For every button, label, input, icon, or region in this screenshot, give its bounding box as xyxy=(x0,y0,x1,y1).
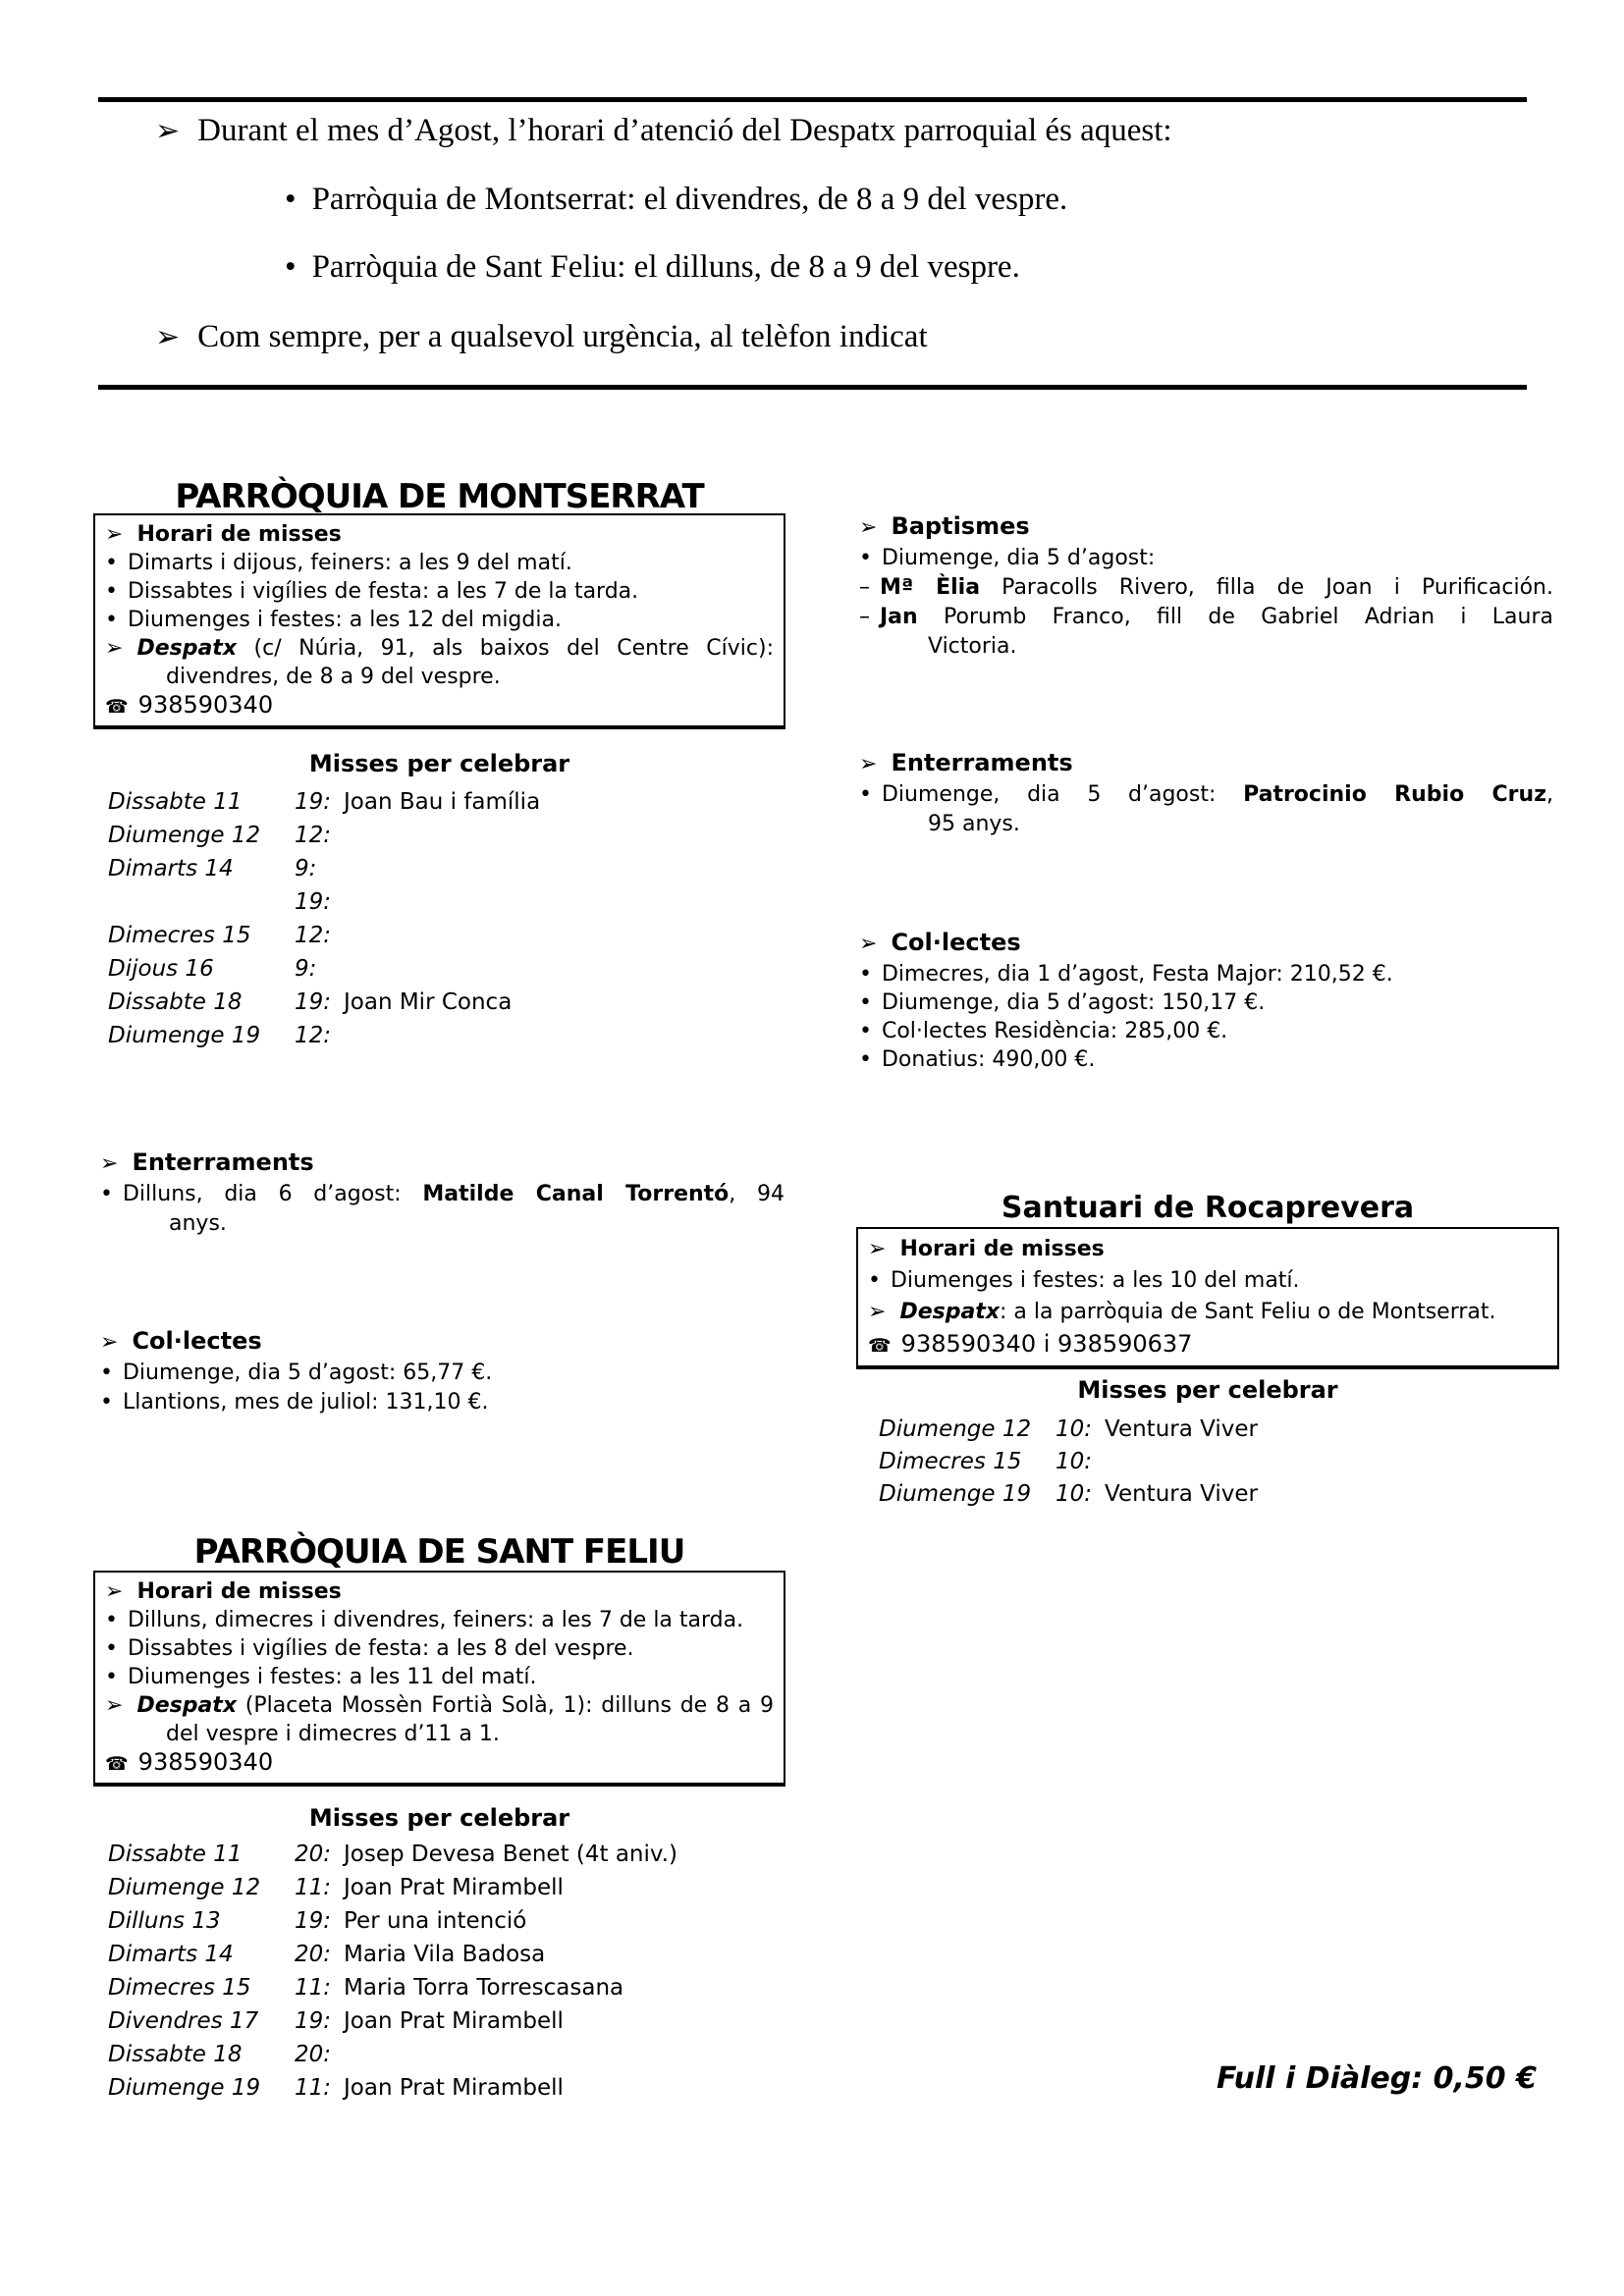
montserrat-enterraments-entry xyxy=(100,1180,785,1239)
mass-row xyxy=(108,919,540,952)
phone-number: 938590340 xyxy=(137,691,274,719)
mass-row xyxy=(108,2004,677,2038)
schedule-item: • Dissabtes i vigílies de festa: a les 8 del vespre. xyxy=(105,1636,634,1661)
mass-day: Diumenge 12 xyxy=(108,1875,261,1900)
arrow-icon: ➢ xyxy=(105,1579,124,1604)
collecta-item: • Diumenge, dia 5 d’agost: 65,77 €. xyxy=(100,1361,493,1385)
bullet-icon: • xyxy=(105,608,118,632)
mass-day: Dimecres 15 xyxy=(108,1975,251,2001)
mass-row xyxy=(108,2071,677,2105)
mass-day: Diumenge 19 xyxy=(108,1023,261,1048)
mass-time: 10: xyxy=(1056,1481,1093,1507)
schedule-item: • Diumenges i festes: a les 12 del migdia. xyxy=(105,608,562,632)
mass-time: 9: xyxy=(295,956,317,982)
dash-icon: – xyxy=(859,605,870,629)
mass-time: 19: xyxy=(295,989,332,1015)
arrow-icon: ➢ xyxy=(105,636,124,661)
phone-icon: ☎ xyxy=(105,696,129,718)
mass-row xyxy=(108,1838,677,1871)
mass-day: Dimecres 15 xyxy=(879,1449,1022,1474)
schedule-item: • Dimarts i dijous, feiners: a les 9 del matí. xyxy=(105,551,572,575)
schedule-item: • Diumenges i festes: a les 10 del matí. xyxy=(868,1268,1300,1293)
dash-icon: – xyxy=(859,575,870,600)
despatx-line-2: del vespre i dimecres d’11 a 1. xyxy=(166,1722,500,1746)
arrow-icon: ➢ xyxy=(105,522,124,547)
arrow-icon: ➢ xyxy=(100,1151,119,1176)
deceased-name: Patrocinio Rubio Cruz xyxy=(1243,782,1546,807)
bullet-icon: • xyxy=(100,1182,113,1206)
phone-number: 938590340 xyxy=(137,1748,274,1776)
mass-time: 9: xyxy=(295,856,317,881)
mass-time: 12: xyxy=(295,1023,332,1048)
mass-day: Dimecres 15 xyxy=(108,923,251,948)
rocaprevera-schedule-box xyxy=(856,1227,1559,1369)
santfeliu-masses-heading: Misses per celebrar xyxy=(308,1804,570,1832)
rocaprevera-masses-table xyxy=(879,1414,1258,1511)
notice-text-1: Durant el mes d’Agost, l’horari d’atenció del Despatx parroquial és aquest: xyxy=(197,113,1172,148)
mass-time: 12: xyxy=(295,823,332,848)
mass-row xyxy=(108,1871,677,1904)
mass-time: 10: xyxy=(1056,1416,1093,1442)
mass-time: 19: xyxy=(295,889,332,915)
arrow-icon: ➢ xyxy=(105,1693,124,1718)
mass-day: Dimarts 14 xyxy=(108,1942,234,1967)
mass-row xyxy=(108,785,540,819)
right-enterraments-heading: ➢ Enterraments xyxy=(859,749,1073,776)
mass-day: Diumenge 19 xyxy=(108,2075,261,2101)
bullet-icon: • xyxy=(859,782,872,807)
montserrat-title: PARRÒQUIA DE MONTSERRAT xyxy=(175,477,704,516)
mass-row xyxy=(108,1904,677,1938)
despatx-label: Despatx xyxy=(136,1693,238,1718)
arrow-icon: ➢ xyxy=(155,321,181,353)
notice-line-2 xyxy=(155,317,928,357)
mass-intention: Joan Prat Mirambell xyxy=(344,1875,564,1900)
bullet-icon: • xyxy=(105,1636,118,1661)
mass-day: Dissabte 18 xyxy=(108,989,243,1015)
mass-time: 19: xyxy=(295,789,332,815)
phone-line xyxy=(105,691,774,721)
bullet-icon: • xyxy=(859,1047,872,1072)
santfeliu-schedule-box xyxy=(93,1571,785,1787)
baptism-entry-continuation: Victoria. xyxy=(928,634,1017,659)
deceased-name: Matilde Canal Torrentó xyxy=(422,1182,730,1206)
baptismes-intro: • Diumenge, dia 5 d’agost: xyxy=(859,546,1156,570)
mass-intention: Ventura Viver xyxy=(1105,1481,1258,1507)
mass-day: Dimarts 14 xyxy=(108,856,234,881)
arrow-icon: ➢ xyxy=(868,1300,887,1324)
enterrament-line-1: • Dilluns, dia 6 d’agost: Matilde Canal Torrentó, 94 xyxy=(100,1182,785,1206)
baptism-entry: – Jan Porumb Franco, fill de Gabriel Adrian i Laura xyxy=(859,605,1553,629)
enterrament-line-2: anys. xyxy=(169,1211,227,1236)
schedule-item: • Diumenges i festes: a les 11 del matí. xyxy=(105,1665,537,1689)
mass-time: 10: xyxy=(1056,1449,1093,1474)
bullet-icon: • xyxy=(859,990,872,1015)
mass-day: Dissabte 11 xyxy=(108,1842,243,1867)
enterrament-line-2: 95 anys. xyxy=(928,812,1020,836)
santfeliu-masses-table xyxy=(108,1838,677,2105)
bullet-icon: • xyxy=(105,551,118,575)
bottom-rule xyxy=(98,385,1527,390)
right-collectes-heading: ➢ Col·lectes xyxy=(859,929,1021,956)
footer-price: Full i Diàleg: 0,50 € xyxy=(1216,2061,1537,2096)
despatx-label: Despatx xyxy=(899,1300,1001,1324)
mass-day: Diumenge 12 xyxy=(879,1416,1032,1442)
baptismes-list xyxy=(859,544,1553,662)
schedule-heading: ➢ Horari de misses xyxy=(105,1579,342,1604)
arrow-icon: ➢ xyxy=(859,932,878,956)
collecta-item: • Diumenge, dia 5 d’agost: 150,17 €. xyxy=(859,990,1266,1015)
collecta-item: • Llantions, mes de juliol: 131,10 €. xyxy=(100,1390,489,1415)
despatx-label: Despatx xyxy=(136,636,238,661)
mass-row xyxy=(108,819,540,852)
bullet-icon: • xyxy=(285,249,297,285)
mass-row xyxy=(879,1414,1258,1446)
notice-item-montserrat xyxy=(285,180,1067,219)
mass-intention: Maria Torra Torrescasana xyxy=(344,1975,624,2001)
baptism-entry: – Mª Èlia Paracolls Rivero, filla de Joan i Purificación. xyxy=(859,575,1553,600)
mass-row xyxy=(108,852,540,885)
right-collectes-list xyxy=(859,960,1393,1074)
collecta-item: • Col·lectes Residència: 285,00 €. xyxy=(859,1019,1228,1043)
rocaprevera-masses-heading: Misses per celebrar xyxy=(1077,1376,1338,1404)
arrow-icon: ➢ xyxy=(868,1237,887,1261)
mass-intention: Ventura Viver xyxy=(1105,1416,1258,1442)
mass-time: 11: xyxy=(295,2075,332,2101)
baptized-name: Jan xyxy=(880,605,918,629)
bullet-icon: • xyxy=(105,579,118,604)
mass-time: 20: xyxy=(295,1842,332,1867)
mass-day: Dilluns 13 xyxy=(108,1908,221,1934)
arrow-icon: ➢ xyxy=(155,115,181,147)
collecta-item: • Dimecres, dia 1 d’agost, Festa Major: 210,52 €. xyxy=(859,962,1393,987)
notice-item-text: Parròquia de Sant Feliu: el dilluns, de 8 a 9 del vespre. xyxy=(311,249,1020,285)
mass-row xyxy=(108,2038,677,2071)
montserrat-masses-heading: Misses per celebrar xyxy=(308,750,570,777)
mass-intention: Maria Vila Badosa xyxy=(344,1942,546,1967)
mass-day: Divendres 17 xyxy=(108,2008,259,2034)
rocaprevera-title: Santuari de Rocaprevera xyxy=(1001,1191,1415,1225)
phone-number: 938590340 i 938590637 xyxy=(900,1330,1193,1358)
mass-day xyxy=(108,885,295,919)
montserrat-masses-table xyxy=(108,785,540,1052)
mass-time: 20: xyxy=(295,1942,332,1967)
phone-line xyxy=(105,1748,774,1779)
schedule-item: • Dilluns, dimecres i divendres, feiners: a les 7 de la tarda. xyxy=(105,1608,744,1632)
bullet-icon: • xyxy=(868,1268,881,1293)
baptized-name: Mª Èlia xyxy=(880,575,981,600)
arrow-icon: ➢ xyxy=(859,752,878,776)
despatx-line: ➢ Despatx: a la parròquia de Sant Feliu o de Montserrat. xyxy=(868,1297,1547,1328)
mass-row xyxy=(108,952,540,986)
montserrat-collectes-list xyxy=(100,1359,492,1417)
notice-item-santfeliu xyxy=(285,247,1020,287)
montserrat-collectes-heading: ➢ Col·lectes xyxy=(100,1327,262,1355)
mass-day: Diumenge 12 xyxy=(108,823,261,848)
mass-day: Dijous 16 xyxy=(108,956,214,982)
notice-line-1 xyxy=(155,111,1172,151)
mass-intention: Joan Mir Conca xyxy=(344,989,513,1015)
santfeliu-title: PARRÒQUIA DE SANT FELIU xyxy=(193,1532,685,1572)
mass-row xyxy=(108,1019,540,1052)
despatx-line-2: divendres, de 8 a 9 del vespre. xyxy=(166,665,501,689)
bullet-icon: • xyxy=(859,1019,872,1043)
mass-row xyxy=(108,885,540,919)
mass-intention: Joan Prat Mirambell xyxy=(344,2008,564,2034)
phone-icon: ☎ xyxy=(868,1335,892,1357)
mass-intention: Per una intenció xyxy=(344,1908,527,1934)
mass-time: 20: xyxy=(295,2042,332,2067)
notice-item-text: Parròquia de Montserrat: el divendres, de 8 a 9 del vespre. xyxy=(311,182,1068,217)
phone-line xyxy=(868,1328,1547,1362)
bullet-icon: • xyxy=(859,962,872,987)
mass-time: 19: xyxy=(295,1908,332,1934)
mass-time: 11: xyxy=(295,1875,332,1900)
arrow-icon: ➢ xyxy=(100,1330,119,1355)
mass-row xyxy=(879,1446,1258,1478)
schedule-heading: ➢ Horari de misses xyxy=(868,1234,1547,1265)
enterrament-line-1: • Diumenge, dia 5 d’agost: Patrocinio Rubio Cruz, xyxy=(859,782,1553,807)
bullet-icon: • xyxy=(100,1390,113,1415)
mass-day: Dissabte 11 xyxy=(108,789,243,815)
despatx-line-1: ➢ Despatx (Placeta Mossèn Fortià Solà, 1): dilluns de 8 a 9 xyxy=(105,1693,774,1718)
bullet-icon: • xyxy=(100,1361,113,1385)
mass-day: Diumenge 19 xyxy=(879,1481,1032,1507)
mass-intention: Joan Bau i família xyxy=(344,789,541,815)
bullet-icon: • xyxy=(859,546,872,570)
collecta-item: • Donatius: 490,00 €. xyxy=(859,1047,1096,1072)
mass-time: 11: xyxy=(295,1975,332,2001)
schedule-heading: ➢ Horari de misses xyxy=(105,522,342,547)
top-rule xyxy=(98,97,1527,102)
montserrat-schedule-box xyxy=(93,513,785,729)
phone-icon: ☎ xyxy=(105,1753,129,1775)
mass-time: 12: xyxy=(295,923,332,948)
baptismes-heading: ➢ Baptismes xyxy=(859,512,1030,540)
mass-intention: Josep Devesa Benet (4t aniv.) xyxy=(344,1842,678,1867)
mass-row xyxy=(879,1478,1258,1511)
notice-text-2: Com sempre, per a qualsevol urgència, al telèfon indicat xyxy=(197,319,928,354)
schedule-item: • Dissabtes i vigílies de festa: a les 7 de la tarda. xyxy=(105,579,639,604)
bullet-icon: • xyxy=(285,182,297,217)
arrow-icon: ➢ xyxy=(859,515,878,540)
mass-row xyxy=(108,1971,677,2004)
despatx-line-1: ➢ Despatx (c/ Núria, 91, als baixos del Centre Cívic): xyxy=(105,636,774,661)
mass-time: 19: xyxy=(295,2008,332,2034)
mass-intention: Joan Prat Mirambell xyxy=(344,2075,564,2101)
montserrat-enterraments-heading: ➢ Enterraments xyxy=(100,1148,314,1176)
bullet-icon: • xyxy=(105,1665,118,1689)
right-enterraments-entry xyxy=(859,780,1553,839)
mass-day: Dissabte 18 xyxy=(108,2042,243,2067)
mass-row xyxy=(108,1938,677,1971)
mass-row xyxy=(108,986,540,1019)
bullet-icon: • xyxy=(105,1608,118,1632)
